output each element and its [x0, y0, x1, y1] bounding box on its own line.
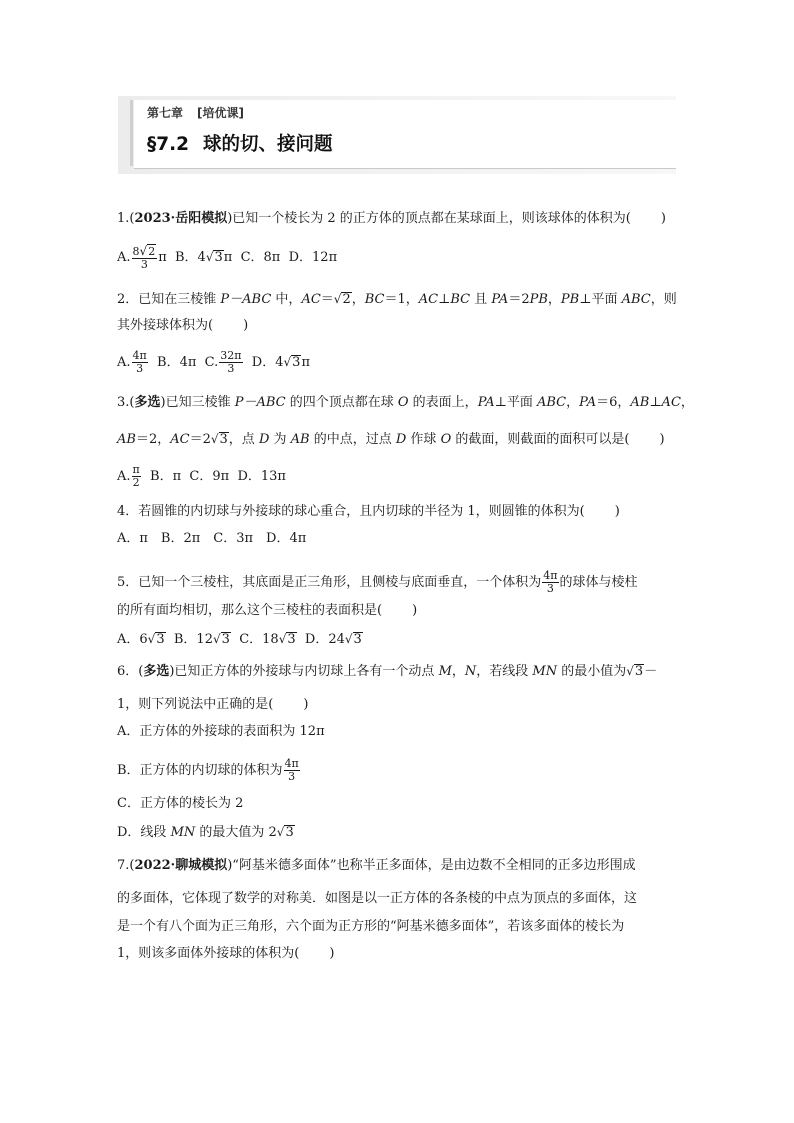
fraction: $\frac{8√2}{3}$ [132, 244, 156, 271]
question-1-stem: 1.(2023·岳阳模拟)已知一个棱长为 2 的正方体的顶点都在某球面上，则该球体的体积为( ) [117, 211, 666, 226]
question-1-source: 2023·岳阳模拟 [134, 211, 228, 226]
question-4-stem: 4．若圆锥的内切球与外接球的球心重合，且内切球的半径为 1，则圆锥的体积为( ) [117, 504, 620, 519]
chapter-line [147, 104, 258, 121]
question-2-options: A. $\frac{4\pi}{3}$ B．4π C. $\frac{32\pi}{3}$ D．4√3π [117, 349, 310, 375]
question-6-stem: 6．(多选)已知正方体的外接球与内切球上各有一个动点 M，N，若线段 MN 的最小值为√3－ [117, 664, 658, 679]
question-6-stem-line2: 1，则下列说法中正确的是( ) [117, 697, 309, 712]
question-7-stem-line2: 的多面体，它体现了数学的对称美．如图是以一正方体的各条棱的中点为顶点的多面体，这 [117, 891, 638, 906]
page-title [147, 130, 333, 156]
question-1-options: A. $\frac{8√2}{3}$ π B．4√3π C．8π D．12π [117, 244, 338, 271]
section-number: §7.2 [147, 134, 190, 155]
question-2-stem: 2．已知在三棱锥 P－ABC 中，AC＝√2，BC＝1，AC⊥BC 且 PA＝2PB，PB⊥平面 ABC，则 [117, 292, 677, 307]
question-4-options: A．π B．2π C．3π D．4π [117, 531, 307, 546]
title-divider [134, 168, 676, 169]
question-7-stem-line4: 1，则该多面体外接球的体积为( ) [117, 946, 335, 961]
question-6-option-b: B．正方体的内切球的体积为 $\frac{4\pi}{3}$ [117, 757, 299, 783]
question-7-stem: 7.(2022·聊城模拟)“阿基米德多面体”也称半正多面体，是由边数不全相同的正多边形围成 [117, 858, 636, 873]
question-6-option-a: A．正方体的外接球的表面积为 12π [117, 724, 325, 739]
question-7-source: 2022·聊城模拟 [134, 858, 228, 873]
question-3-stem-line2: AB＝2，AC＝2√3，点 D 为 AB 的中点，过点 D 作球 O 的截面，则截面的面积可以是( ) [117, 432, 665, 447]
section-title: 球的切、接问题 [203, 134, 333, 155]
question-5-stem: 5．已知一个三棱柱，其底面是正三角形，且侧棱与底面垂直，一个体积为 $\frac{4\pi}{3}$ 的球体与棱柱 [117, 569, 638, 595]
question-6-tag: 多选 [143, 664, 170, 679]
course-label: [培优课] [197, 106, 244, 120]
header-accent-bar [130, 100, 133, 166]
question-3-tag: 多选 [134, 395, 161, 410]
question-6-option-d: D．线段 MN 的最大值为 2√3 [117, 825, 294, 840]
question-3-options: A. $\frac{\pi}{2}$ B．π C．9π D．13π [117, 463, 286, 489]
question-7-stem-line3: 是一个有八个面为正三角形，六个面为正方形的“阿基米德多面体”，若该多面体的棱长为 [117, 919, 625, 934]
chapter-label: 第七章 [147, 106, 184, 120]
question-5-options: A．6√3 B．12√3 C．18√3 D．24√3 [117, 632, 362, 647]
question-5-stem-line2: 的所有面均相切，那么这个三棱柱的表面积是( ) [117, 603, 418, 618]
question-3-stem: 3.(多选)已知三棱锥 P－ABC 的四个顶点都在球 O 的表面上，PA⊥平面 ABC，PA＝6，AB⊥AC， [117, 395, 694, 410]
question-2-stem-line2: 其外接球体积为( ) [117, 318, 249, 333]
question-6-option-c: C．正方体的棱长为 2 [117, 796, 244, 811]
